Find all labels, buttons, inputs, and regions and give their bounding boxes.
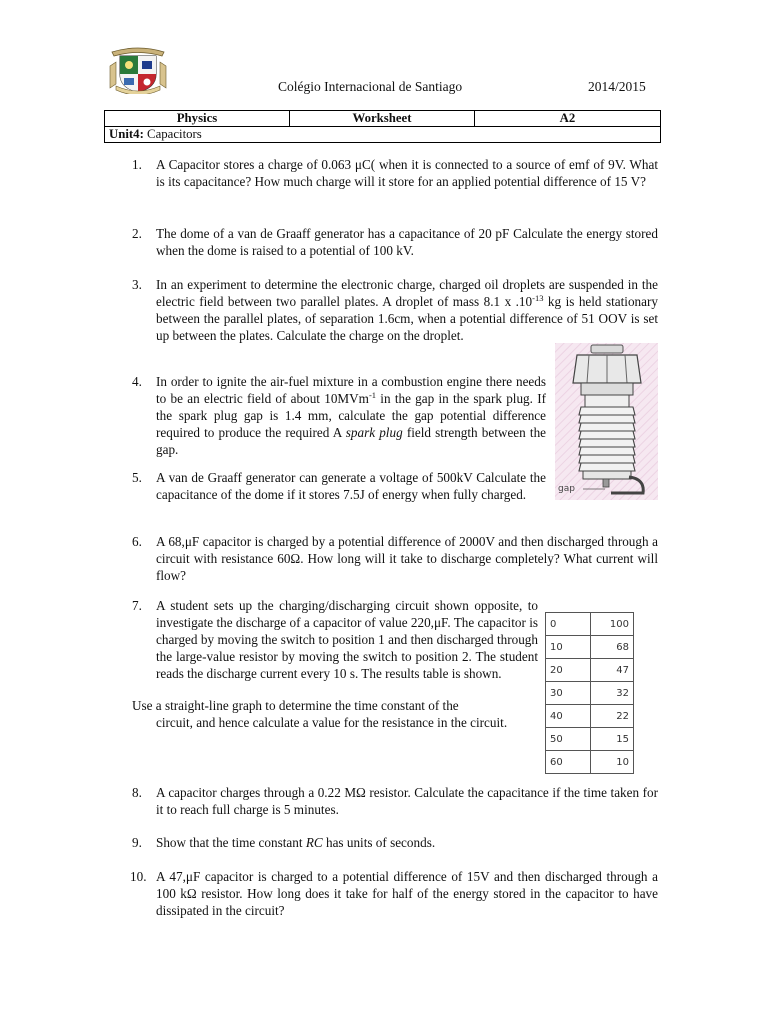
table-cell-current: 100 (591, 613, 634, 636)
question-8 (132, 785, 658, 819)
question-number: 10. (130, 869, 147, 884)
question-text: In order to ignite the air-fuel mixture in a combustion engine there needs to be an electric field of about 10MVm$^{-1}$ in the gap in the spark plug. If the spark plug gap is 1.4 mm, calculate the gap potential difference required to produce the required A spark plug field strength between the gap. (156, 374, 547, 457)
table-cell-time: 60 (546, 751, 591, 774)
subject-cell: Physics (105, 111, 290, 127)
table-cell-current: 10 (591, 751, 634, 774)
table-row (546, 705, 634, 728)
question-number: 7. (132, 598, 142, 613)
question-text: A student sets up the charging/discharging circuit shown opposite, to investigate the discharge of a capacitor of value 220,μF. The capacitor is charged by moving the switch to position 1 and then discharged through the large-value resistor by moving the switch to position 2. The student reads the discharge current every 10 s. The results table is shown. (156, 598, 538, 681)
table-row (546, 659, 634, 682)
question-number: 3. (132, 277, 142, 292)
question-text: Show that the time constant RC has units of seconds. (156, 835, 436, 850)
question-number: 5. (132, 470, 142, 485)
results-table (545, 612, 634, 774)
table-row (546, 636, 634, 659)
table-cell-time: 20 (546, 659, 591, 682)
school-name: Colégio Internacional de Santiago (278, 79, 463, 94)
worksheet-info-table (104, 110, 661, 143)
instruction-rest: circuit, and hence calculate a value for the resistance in the circuit. (156, 714, 508, 730)
question-text: A capacitor charges through a 0.22 MΩ resistor. Calculate the capacitance if the time taken for it to reach full charge is 5 minutes. (156, 785, 658, 817)
question-7-instruction (132, 698, 512, 732)
unit-label: Unit4: (109, 127, 144, 141)
table-cell-current: 32 (591, 682, 634, 705)
question-text: A 68,μF capacitor is charged by a potential difference of 2000V and then discharged through a circuit with resistance 60Ω. How long will it take to discharge completely? What current will flow? (156, 534, 658, 583)
gap-label: gap (558, 484, 575, 494)
table-cell-time: 40 (546, 705, 591, 728)
question-number: 8. (132, 785, 142, 800)
instruction-line-1: Use a straight-line graph to determine the time constant of the (132, 698, 459, 713)
table-cell-current: 68 (591, 636, 634, 659)
table-cell-time: 50 (546, 728, 591, 751)
level-cell: A2 (475, 111, 661, 127)
question-9 (132, 835, 658, 852)
table-cell-current: 22 (591, 705, 634, 728)
unit-cell (105, 127, 661, 143)
question-number: 9. (132, 835, 142, 850)
school-year: 2014/2015 (588, 79, 646, 94)
unit-name: Capacitors (143, 127, 202, 141)
table-row (546, 613, 634, 636)
question-10 (132, 869, 658, 920)
table-row (546, 682, 634, 705)
table-cell-current: 47 (591, 659, 634, 682)
table-cell-current: 15 (591, 728, 634, 751)
question-6 (132, 534, 658, 585)
table-cell-time: 0 (546, 613, 591, 636)
question-text: A van de Graaff generator can generate a voltage of 500kV Calculate the capacitance of the dome if it stores 7.5J of energy when fully charged. (156, 470, 546, 502)
question-5 (132, 470, 658, 504)
table-cell-time: 30 (546, 682, 591, 705)
question-3 (132, 277, 658, 345)
school-crest-logo (108, 44, 168, 94)
table-row (546, 728, 634, 751)
question-4 (132, 374, 658, 459)
question-text: A Capacitor stores a charge of 0.063 μC( when it is connected to a source of emf of 9V. What is its capacitance? How much charge will it store for an applied potential difference of 15 V? (156, 157, 658, 189)
question-1 (132, 157, 658, 191)
question-number: 4. (132, 374, 142, 389)
question-text: A 47,μF capacitor is charged to a potential difference of 15V and then discharged through a 100 kΩ resistor. How long does it take for half of the energy stored in the capacitor to have dissipated in the circuit? (156, 869, 658, 918)
question-number: 2. (132, 226, 142, 241)
question-number: 1. (132, 157, 142, 172)
question-text: The dome of a van de Graaff generator has a capacitance of 20 pF Calculate the energy stored when the dome is raised to a potential of 100 kV. (156, 226, 658, 258)
table-cell-time: 10 (546, 636, 591, 659)
worksheet-type-cell: Worksheet (290, 111, 475, 127)
question-text: In an experiment to determine the electronic charge, charged oil droplets are suspended in the electric field between two parallel plates. A droplet of mass 8.1 x $.10^{-13}$ kg is held stationary between the parallel plates, of separation 1.6cm, when a potential difference of 51 OOV is set up between the plates. Calculate the charge on the droplet. (156, 277, 658, 343)
table-row (546, 751, 634, 774)
question-2 (132, 226, 658, 260)
question-number: 6. (132, 534, 142, 549)
